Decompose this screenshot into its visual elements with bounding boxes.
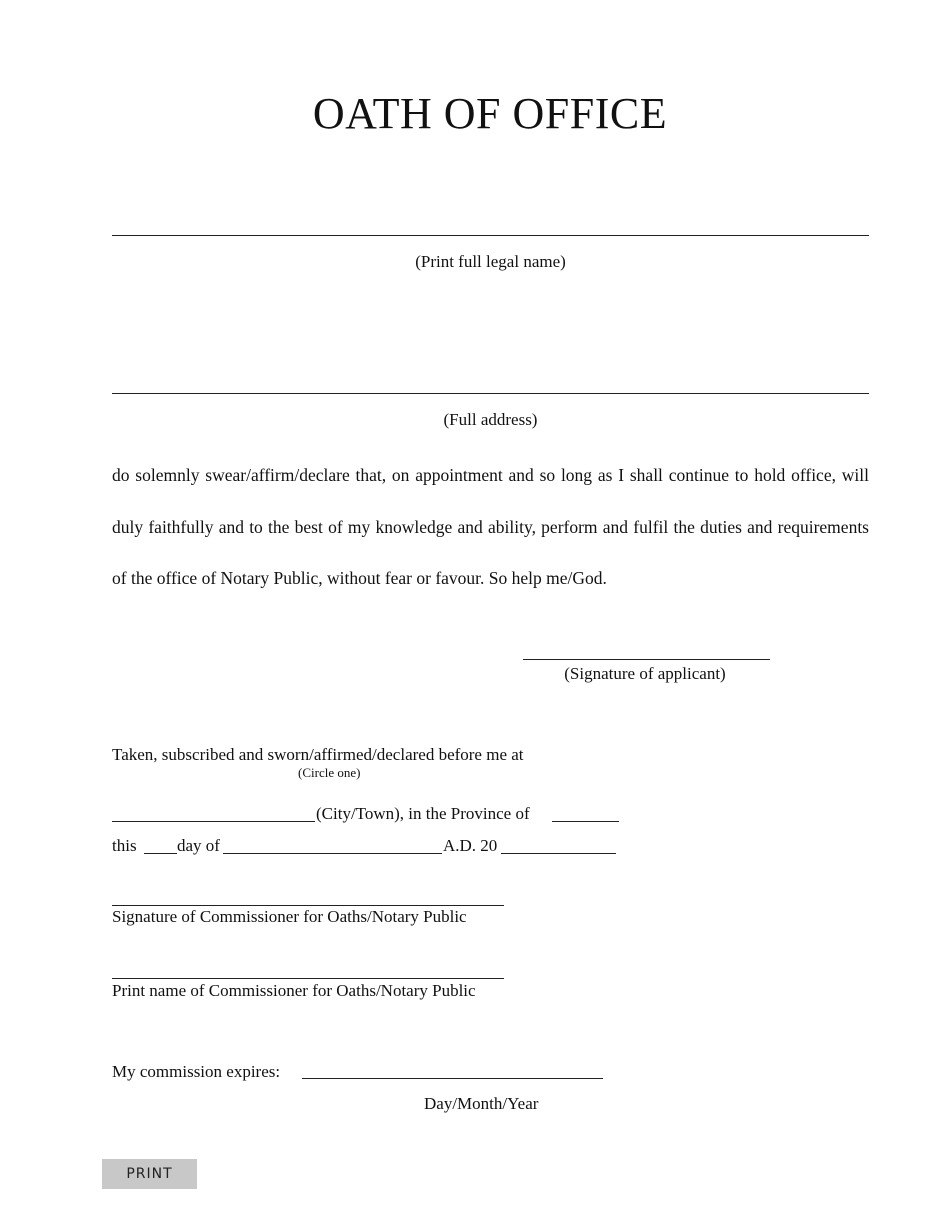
print-button[interactable]: PRINT bbox=[102, 1159, 197, 1189]
full-address-line[interactable] bbox=[112, 393, 869, 394]
year-line[interactable] bbox=[501, 853, 616, 854]
commissioner-signature-line[interactable] bbox=[112, 905, 504, 906]
day-of-label: day of bbox=[177, 836, 220, 855]
ad-label: A.D. 20 bbox=[443, 836, 498, 855]
commission-expiry-line[interactable] bbox=[302, 1078, 603, 1079]
commission-expires-label: My commission expires: bbox=[112, 1062, 281, 1081]
commissioner-print-line[interactable] bbox=[112, 978, 504, 979]
commissioner-print-caption: Print name of Commissioner for Oaths/Notary Public bbox=[112, 981, 476, 1000]
oath-text: do solemnly swear/affirm/declare that, on appointment and so long as I shall continue to hold office, will duly faithfully and to the best of my knowledge and ability, perform and fulfil the duties and requirements of the office of Notary Public, without fear or favour. So help me/God. bbox=[112, 465, 869, 588]
date-format-caption: Day/Month/Year bbox=[424, 1094, 539, 1113]
taken-before-text: Taken, subscribed and sworn/affirmed/declared before me at bbox=[112, 745, 524, 764]
province-line[interactable] bbox=[552, 821, 619, 822]
full-address-caption: (Full address) bbox=[443, 410, 538, 429]
day-line[interactable] bbox=[144, 853, 177, 854]
circle-one-note: (Circle one) bbox=[298, 765, 361, 780]
applicant-signature-caption: (Signature of applicant) bbox=[564, 664, 726, 683]
city-town-label: (City/Town), in the Province of bbox=[316, 804, 530, 823]
full-name-line[interactable] bbox=[112, 235, 869, 236]
city-town-line[interactable] bbox=[112, 821, 315, 822]
page-title: OATH OF OFFICE bbox=[312, 89, 668, 138]
commissioner-signature-caption: Signature of Commissioner for Oaths/Notary Public bbox=[112, 907, 467, 926]
month-line[interactable] bbox=[223, 853, 442, 854]
full-name-caption: (Print full legal name) bbox=[415, 252, 566, 271]
applicant-signature-line[interactable] bbox=[523, 659, 770, 660]
this-label: this bbox=[112, 836, 137, 855]
